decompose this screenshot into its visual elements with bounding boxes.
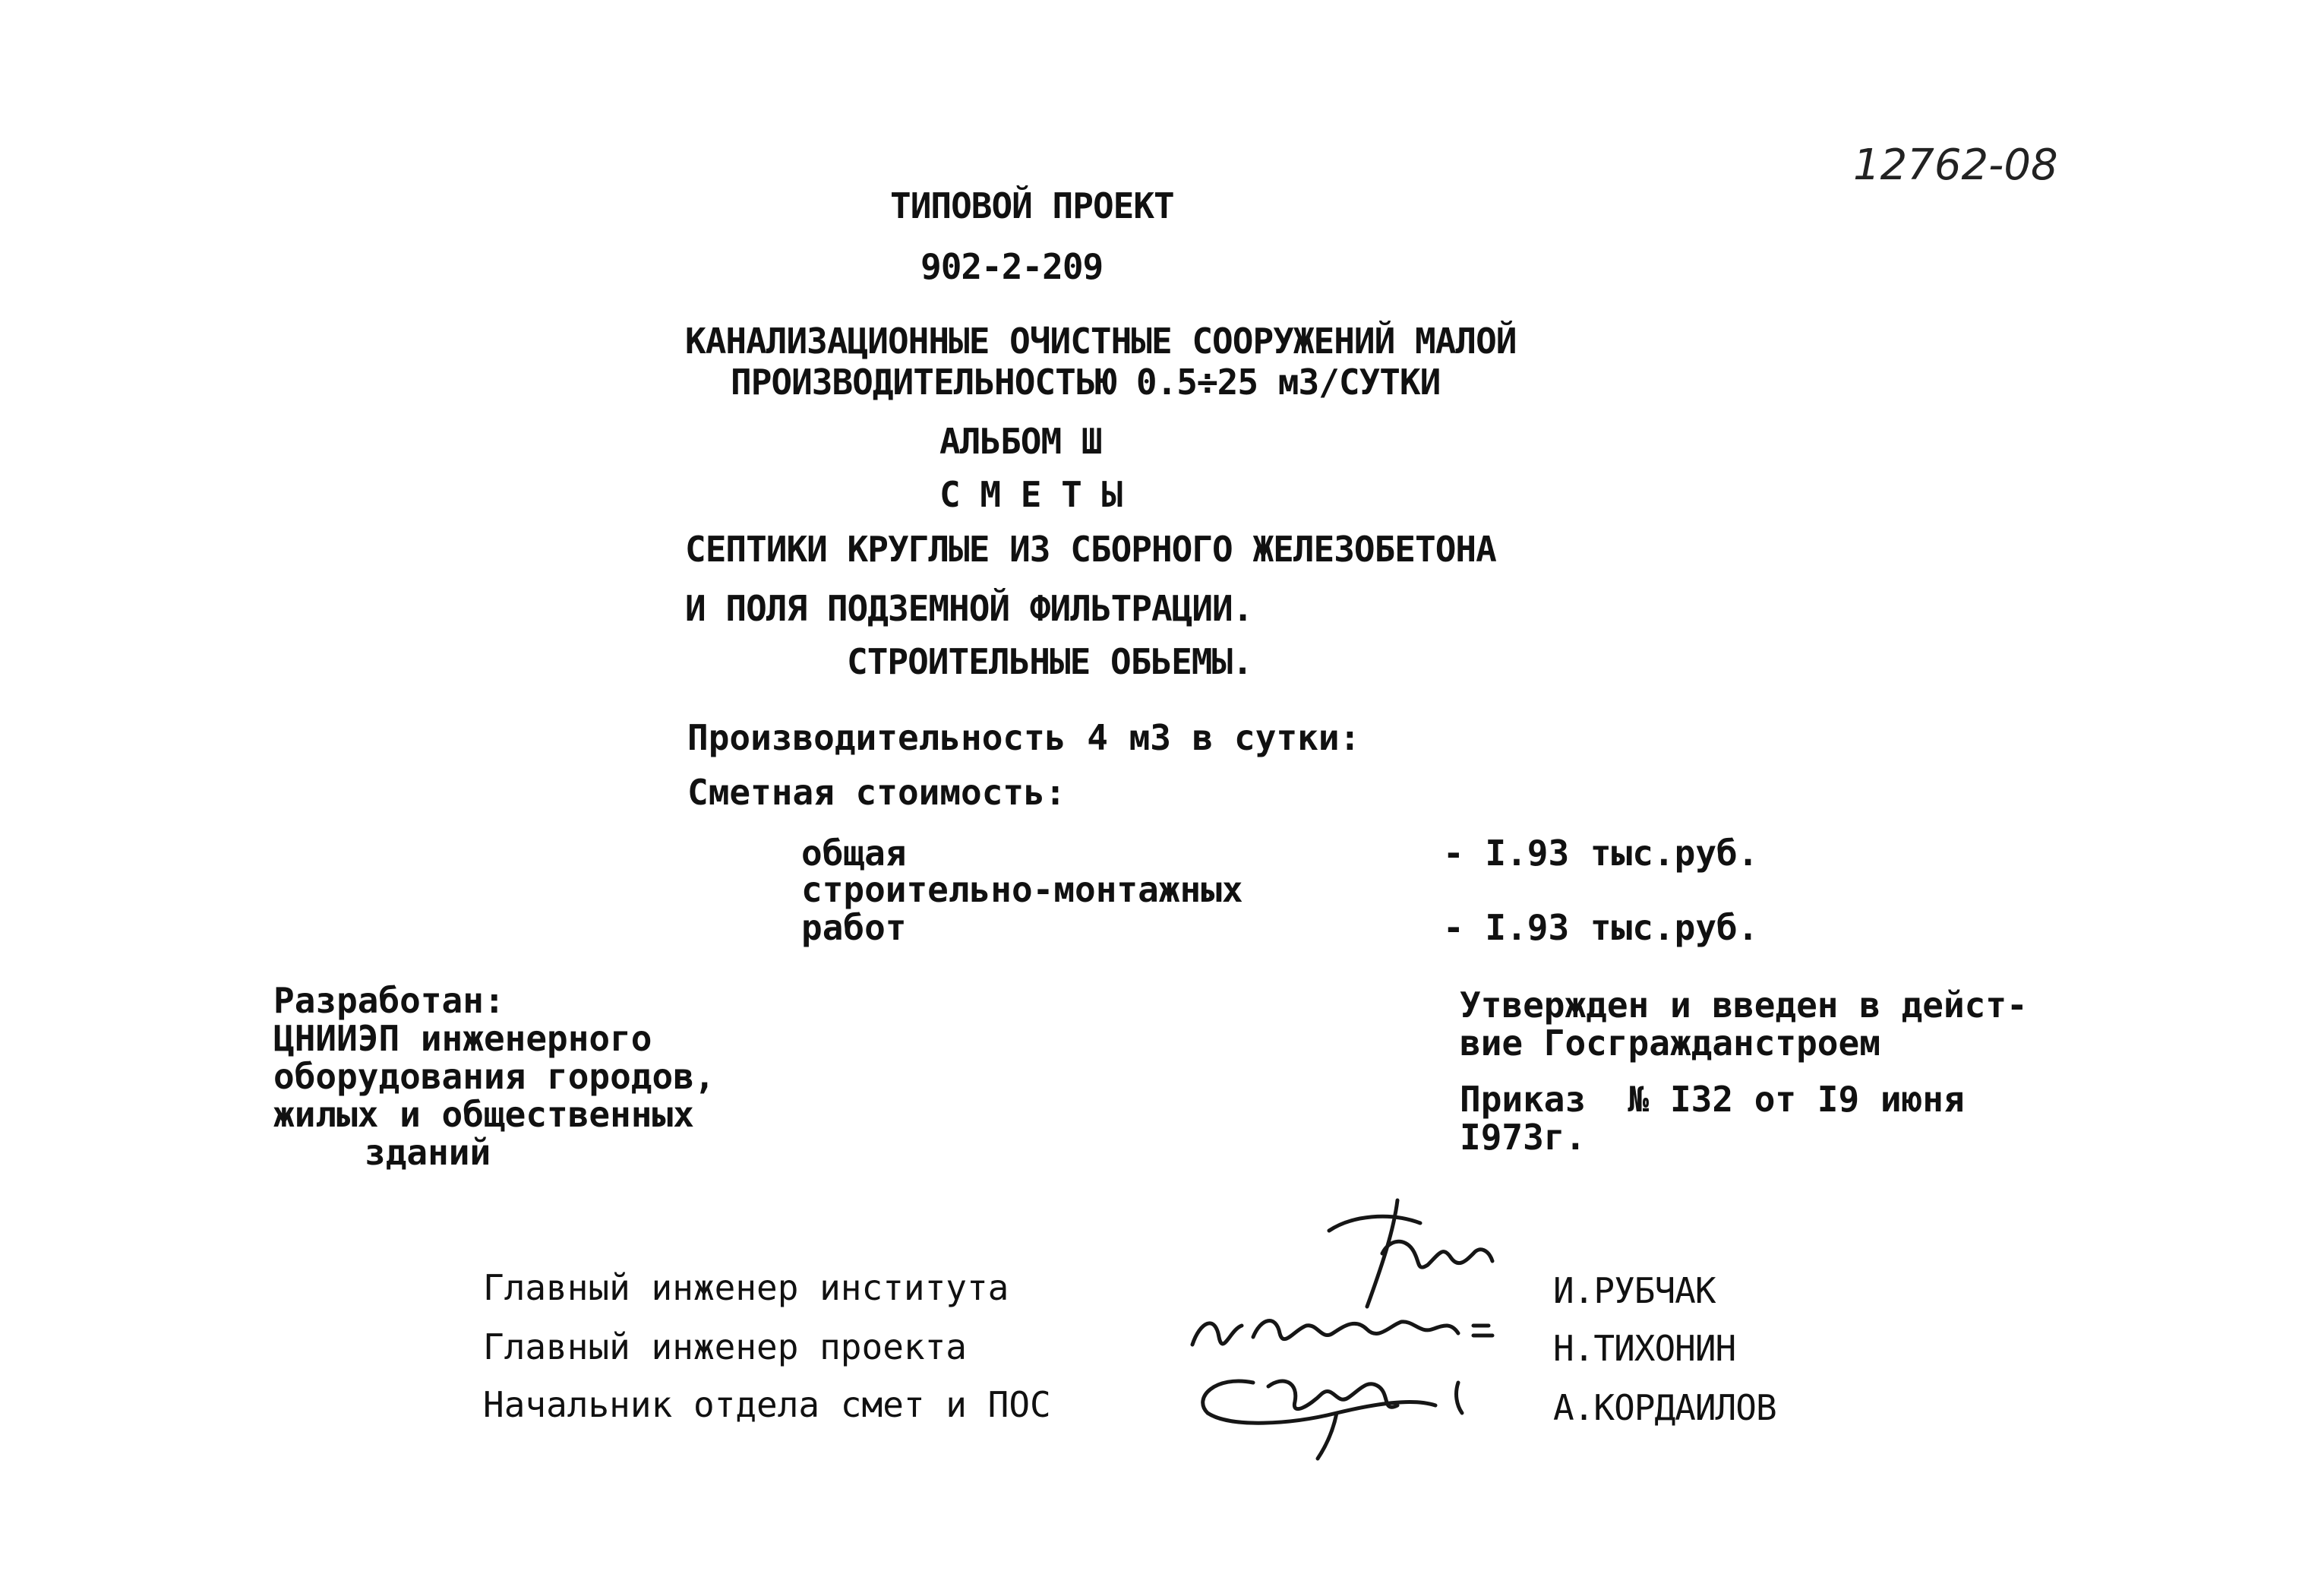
cost-construction-label-line2: работ — [801, 907, 907, 948]
signature-kordailov — [1185, 1352, 1473, 1466]
archive-number: 12762-08 — [1853, 141, 2058, 190]
developed-line: жилых и общественных — [273, 1094, 694, 1135]
project-code: 902-2-209 — [920, 246, 1104, 287]
developed-heading: Разработан: — [273, 980, 505, 1021]
capacity-text: Производительность 4 мЗ в сутки: — [687, 717, 1361, 758]
developed-line: оборудования городов, — [273, 1056, 715, 1097]
title-line-1: КАНАЛИЗАЦИОННЫЕ ОЧИСТНЫЕ СООРУЖЕНИЙ МАЛОЙ — [685, 321, 1517, 362]
cost-heading: Сметная стоимость: — [687, 772, 1066, 813]
section-label: С М Е Т Ы — [939, 474, 1123, 515]
signatory-name: И.РУБЧАК — [1553, 1270, 1716, 1311]
album-label: АЛЬБОМ Ш — [939, 421, 1102, 462]
cost-construction-value: - I.93 тыс.руб. — [1443, 907, 1759, 948]
cost-total-value: - I.93 тыс.руб. — [1443, 833, 1759, 874]
signatory-name: А.КОРДАИЛОВ — [1553, 1387, 1776, 1428]
order-line-2: I973г. — [1460, 1117, 1587, 1158]
approval-block — [1460, 986, 2028, 1062]
subject-line-3: СТРОИТЕЛЬНЫЕ ОБЬЕМЫ. — [847, 641, 1252, 682]
approval-line-2: вие Госгражданстроем — [1460, 1023, 1880, 1064]
subject-line-1: СЕПТИКИ КРУГЛЫЕ ИЗ СБОРНОГО ЖЕЛЕЗОБЕТОНА — [685, 529, 1496, 570]
signatory-position: Начальник отдела смет и ПОС — [483, 1384, 1051, 1425]
developed-line: зданий — [365, 1132, 491, 1173]
project-type: ТИПОВОЙ ПРОЕКТ — [890, 185, 1174, 226]
cost-total-label: общая — [801, 833, 907, 874]
subject-line-2: И ПОЛЯ ПОДЗЕМНОЙ ФИЛЬТРАЦИИ. — [685, 588, 1253, 629]
developed-line: ЦНИИЭП инженерного — [273, 1018, 652, 1059]
title-line-2: ПРОИЗВОДИТЕЛЬНОСТЬЮ 0.5÷25 мЗ/СУТКИ — [731, 362, 1441, 403]
cost-construction-label-line1: строительно-монтажных — [801, 869, 1243, 910]
signatory-position: Главный инженер проекта — [483, 1326, 967, 1367]
signatory-position: Главный инженер института — [483, 1267, 1009, 1308]
signatory-name: Н.ТИХОНИН — [1553, 1328, 1736, 1369]
approval-line-1: Утвержден и введен в дейст- — [1460, 985, 2028, 1026]
order-line-1: Приказ № I32 от I9 июня — [1460, 1079, 1965, 1120]
developed-block — [273, 981, 715, 1171]
order-block — [1460, 1080, 1965, 1156]
